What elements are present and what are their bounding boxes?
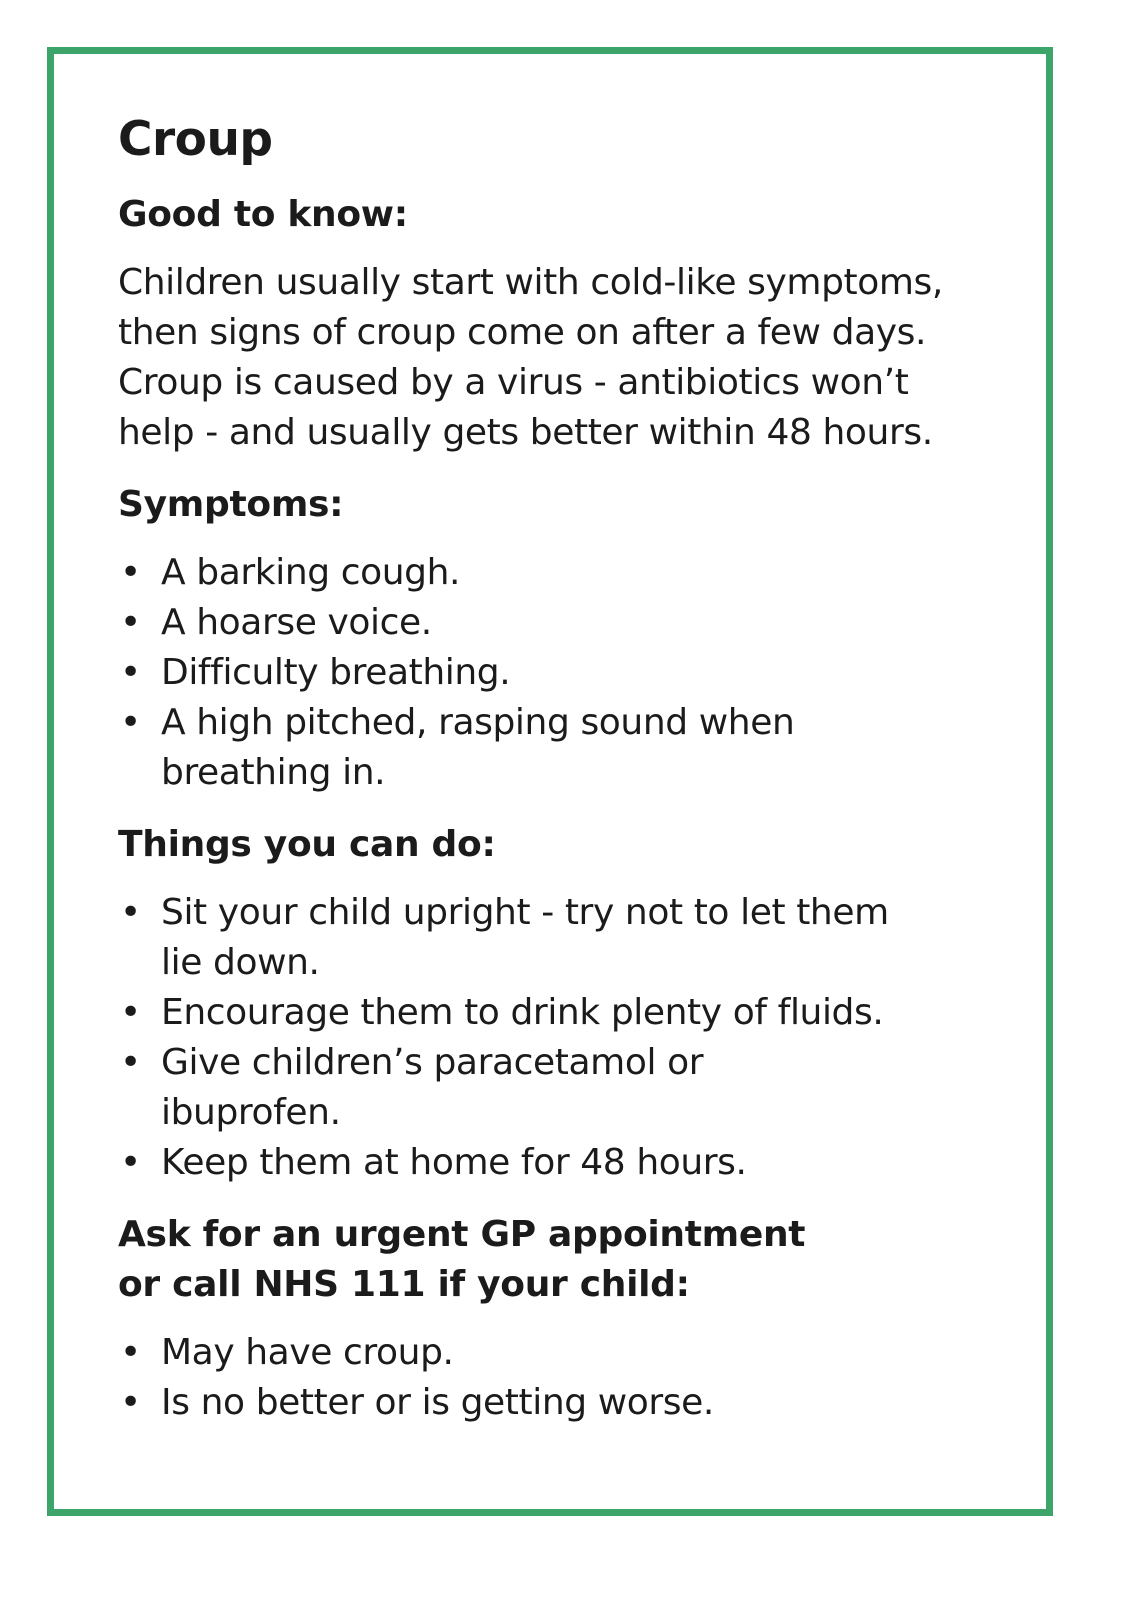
good-to-know-heading: Good to know: (118, 194, 408, 235)
good-to-know-line: Croup is caused by a virus - antibiotics won’t (118, 362, 909, 403)
bullet-icon: • (120, 892, 141, 933)
symptom-text: A high pitched, rasping sound when (161, 702, 795, 743)
bullet-icon: • (120, 602, 141, 643)
urgent-text: Is no better or is getting worse. (161, 1382, 714, 1423)
good-to-know-line: then signs of croup come on after a few days. (118, 312, 927, 353)
action-item (118, 988, 1018, 1038)
bullet-icon: • (120, 1042, 141, 1083)
symptom-item (118, 548, 1018, 598)
symptoms-heading: Symptoms: (118, 484, 344, 525)
action-item (118, 1138, 1018, 1188)
action-text: ibuprofen. (161, 1092, 341, 1133)
things-you-can-do-heading: Things you can do: (118, 824, 496, 865)
card-content (118, 112, 1018, 1450)
symptom-text: Difficulty breathing. (161, 652, 511, 693)
bullet-icon: • (120, 1142, 141, 1183)
urgent-item (118, 1328, 1018, 1378)
urgent-item (118, 1378, 1018, 1428)
bullet-icon: • (120, 1332, 141, 1373)
symptom-text: A barking cough. (161, 552, 461, 593)
bullet-icon: • (120, 1382, 141, 1423)
urgent-text: May have croup. (161, 1332, 454, 1373)
symptom-item (118, 598, 1018, 648)
action-text: lie down. (161, 942, 320, 983)
bullet-icon: • (120, 552, 141, 593)
urgent-heading-line: Ask for an urgent GP appointment (118, 1214, 806, 1255)
urgent-heading (118, 1210, 1018, 1310)
urgent-heading-line: or call NHS 111 if your child: (118, 1264, 690, 1305)
things-you-can-do-list (118, 888, 1018, 1188)
symptom-text: A hoarse voice. (161, 602, 432, 643)
bullet-icon: • (120, 992, 141, 1033)
bullet-icon: • (120, 702, 141, 743)
action-item (118, 888, 1018, 988)
symptom-item (118, 648, 1018, 698)
symptoms-list (118, 548, 1018, 798)
action-text: Keep them at home for 48 hours. (161, 1142, 747, 1183)
info-card (47, 47, 1053, 1516)
symptom-item (118, 698, 1018, 798)
urgent-list (118, 1328, 1018, 1428)
good-to-know-line: help - and usually gets better within 48 hours. (118, 412, 933, 453)
good-to-know-line: Children usually start with cold-like symptoms, (118, 262, 943, 303)
good-to-know-text (118, 258, 1018, 458)
action-text: Give children’s paracetamol or (161, 1042, 704, 1083)
symptom-text: breathing in. (161, 752, 386, 793)
action-text: Sit your child upright - try not to let them (161, 892, 889, 933)
bullet-icon: • (120, 652, 141, 693)
page-title: Croup (118, 112, 273, 167)
action-text: Encourage them to drink plenty of fluids. (161, 992, 884, 1033)
action-item (118, 1038, 1018, 1138)
